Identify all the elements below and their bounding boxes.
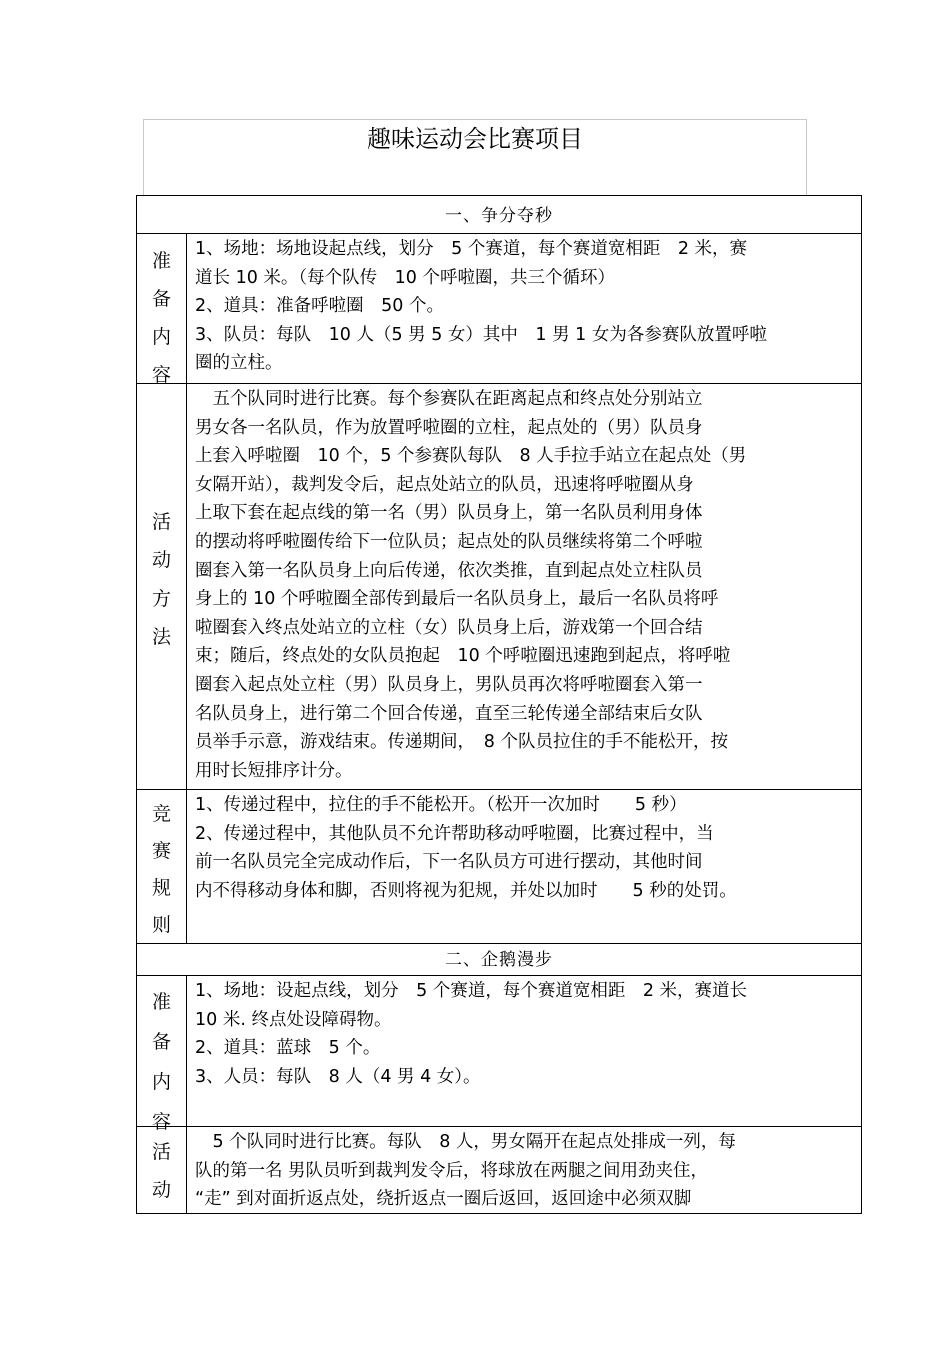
content-line: 身上的 10 个呼啦圈全部传到最后一名队员身上，最后一名队员将呼 xyxy=(195,589,719,610)
content-line: 3、人员：每队 8 人（4 男 4 女）。 xyxy=(195,1066,481,1087)
content-line: 圈套入第一名队员身上向后传递，依次类推，直到起点处立柱队员 xyxy=(195,560,703,581)
row-label-char: 准 xyxy=(151,250,171,272)
row-content xyxy=(195,385,853,785)
content-line: 圈的立柱。 xyxy=(195,353,283,374)
title-box xyxy=(143,119,807,195)
row-content xyxy=(195,977,853,1091)
content-line: 1、场地：设起点线，划分 5 个赛道，每个赛道宽相距 2 米，赛道长 xyxy=(195,981,748,1001)
content-line: 圈套入起点处立柱（男）队员身上，男队员再次将呼啦圈套入第一 xyxy=(195,674,703,695)
table-row xyxy=(137,1127,861,1213)
row-label xyxy=(137,976,187,1133)
row-label-char: 动 xyxy=(151,1179,171,1201)
content-line: 五个队同时进行比赛。每个参赛队在距离起点和终点处分别站立 xyxy=(195,389,703,409)
row-label xyxy=(137,790,187,943)
content-line: 束；随后，终点处的女队员抱起 10 个呼啦圈迅速跑到起点，将呼啦 xyxy=(195,646,731,667)
content-line: 2、传递过程中，其他队员不允许帮助移动呼啦圈，比赛过程中，当 xyxy=(195,823,714,844)
content-line: 2、道具：准备呼啦圈 50 个。 xyxy=(195,296,444,317)
section-heading xyxy=(137,944,861,976)
row-label-char: 竞 xyxy=(151,803,171,825)
row-content xyxy=(195,791,853,905)
row-label xyxy=(137,1127,187,1213)
row-label-char: 规 xyxy=(151,877,171,899)
content-line: 3、队员：每队 10 人（5 男 5 女）其中 1 男 1 女为各参赛队放置呼啦 xyxy=(195,324,767,345)
content-line: 女隔开站），裁判发令后，起点处站立的队员，迅速将呼啦圈从身 xyxy=(195,474,694,495)
row-label-char: 备 xyxy=(151,1031,171,1053)
content-line: 1、传递过程中，拉住的手不能松开。（松开一次加时 5 秒） xyxy=(195,795,687,815)
content-line: 员举手示意，游戏结束。传递期间， 8 个队员拉住的手不能松开，按 xyxy=(195,732,728,753)
row-label-char: 活 xyxy=(151,1141,171,1163)
table-row xyxy=(137,790,861,944)
content-line: 名队员身上，进行第二个回合传递，直至三轮传递全部结束后女队 xyxy=(195,703,703,724)
content-line: 5 个队同时进行比赛。每队 8 人，男女隔开在起点处排成一列，每 xyxy=(195,1132,736,1152)
row-label-char: 准 xyxy=(151,991,171,1013)
row-label-char: 赛 xyxy=(151,840,171,862)
content-line: 上套入呼啦圈 10 个，5 个参赛队每队 8 人手拉手站立在起点处（男 xyxy=(195,446,747,467)
content-line: 10 米. 终点处设障碍物。 xyxy=(195,1009,392,1030)
row-label-char: 活 xyxy=(151,510,171,533)
row-label-char: 内 xyxy=(151,1071,171,1093)
content-line: “走” 到对面折返点处，绕折返点一圈后返回，返回途中必须双脚 xyxy=(195,1189,692,1210)
row-label-char: 动 xyxy=(151,549,171,571)
section-heading xyxy=(137,196,861,234)
row-content xyxy=(195,1128,853,1214)
content-line: 1、场地：场地设起点线，划分 5 个赛道，每个赛道宽相距 2 米，赛 xyxy=(195,239,748,259)
content-line: 用时长短排序计分。 xyxy=(195,760,353,781)
row-label-char: 备 xyxy=(151,288,171,310)
content-line: 男女各一名队员，作为放置呼啦圈的立柱，起点处的（男）队员身 xyxy=(195,417,703,438)
section-heading-text: 二、企鹅漫步 xyxy=(445,950,553,970)
content-line: 2、道具：蓝球 5 个。 xyxy=(195,1038,381,1059)
table-row xyxy=(137,384,861,790)
row-label xyxy=(137,384,187,789)
row-label-char: 法 xyxy=(151,626,171,648)
content-line: 的摆动将呼啦圈传给下一位队员；起点处的队员继续将第二个呼啦 xyxy=(195,531,703,552)
row-label-char: 则 xyxy=(151,914,171,936)
table-row xyxy=(137,234,861,384)
content-line: 队的第一名 男队员听到裁判发令后，将球放在两腿之间用劲夹住， xyxy=(195,1160,709,1181)
row-content xyxy=(195,235,853,378)
content-line: 内不得移动身体和脚，否则将视为犯规，并处以加时 5 秒的处罚。 xyxy=(195,880,737,901)
content-line: 道长 10 米。（每个队传 10 个呼啦圈，共三个循环） xyxy=(195,267,615,288)
row-label-char: 内 xyxy=(151,326,171,348)
content-line: 啦圈套入终点处站立的立柱（女）队员身上后，游戏第一个回合结 xyxy=(195,617,703,638)
page-title: 趣味运动会比赛项目 xyxy=(367,125,583,153)
row-label xyxy=(137,234,187,386)
row-label-char: 方 xyxy=(151,587,171,610)
content-line: 上取下套在起点线的第一名（男）队员身上，第一名队员利用身体 xyxy=(195,503,703,524)
content-line: 前一名队员完全完成动作后，下一名队员方可进行摆动，其他时间 xyxy=(195,852,703,873)
events-table xyxy=(136,195,862,1214)
table-row xyxy=(137,976,861,1133)
row-label-char: 容 xyxy=(151,1111,171,1133)
row-label-char: 容 xyxy=(151,364,171,386)
section-heading-text: 一、争分夺秒 xyxy=(445,206,553,226)
